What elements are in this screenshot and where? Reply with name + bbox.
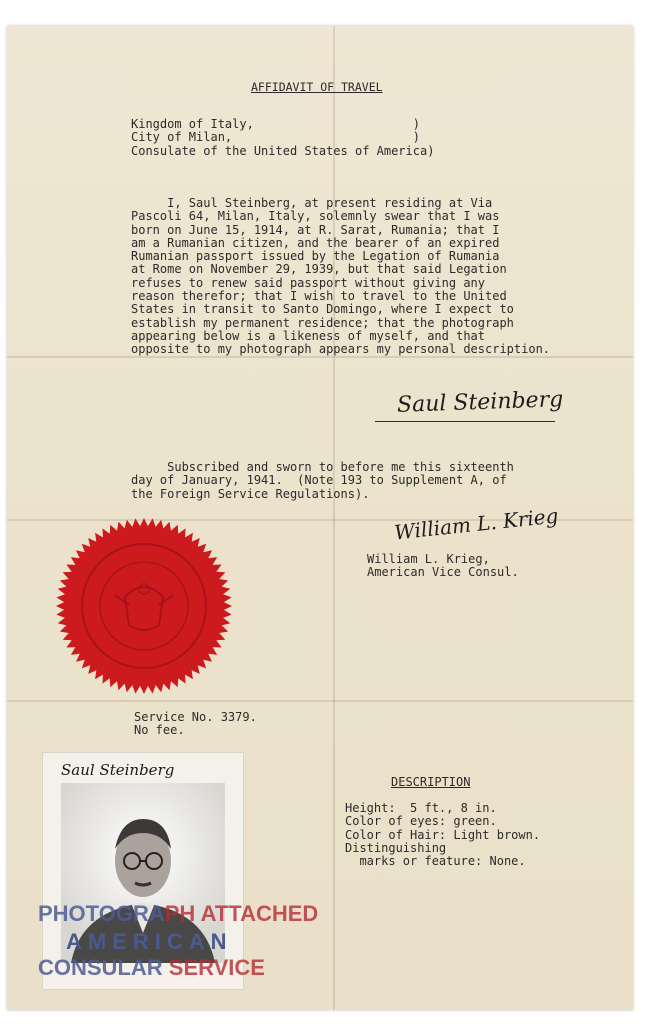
affiant-signature: Saul Steinberg xyxy=(396,387,564,418)
horizontal-fold xyxy=(7,700,633,702)
signature-line xyxy=(375,421,555,422)
stamp-line-3: CONSULAR SERVICE xyxy=(38,955,265,980)
venue-block: Kingdom of Italy, ) City of Milan, ) Consulate of the United States of America) xyxy=(131,117,435,158)
stamp-line-1: PHOTOGRAPH ATTACHED xyxy=(38,901,319,926)
photo-signature: Saul Steinberg xyxy=(61,761,175,779)
stamp-line-2: AMERICAN xyxy=(66,929,233,954)
sworn-statement: Subscribed and sworn to before me this sixteenth day of January, 1941. (Note 193 to Supplement A, of the Foreign Service Regulations). xyxy=(131,460,514,501)
affidavit-body: I, Saul Steinberg, at present residing at Via Pascoli 64, Milan, Italy, solemnly swear that I was born on June 15, 1914, at R. Sarat, Rumania; that I am a Rumanian citizen, and the bearer of an expired Rumanian passport issued by the Legation of Rumania at Rome on November 29, 1939, but that said Legation refuses to renew said passport without giving any reason therefor; that I wish to travel to the United States in transit to Santo Domingo, where I expect to establish my permanent residence; that the photograph appearing below is a likeness of myself, and that opposite to my photograph appears my personal description. xyxy=(131,196,551,357)
consul-name: William L. Krieg, American Vice Consul. xyxy=(367,552,519,580)
description-heading: DESCRIPTION xyxy=(391,775,471,789)
service-number: Service No. 3379. No fee. xyxy=(134,710,257,738)
document-title: AFFIDAVIT OF TRAVEL xyxy=(251,80,383,94)
consular-seal-icon xyxy=(55,517,233,695)
consul-signature: William L. Krieg xyxy=(393,503,560,545)
vertical-fold xyxy=(333,26,335,1010)
description-block: Height: 5 ft., 8 in. Color of eyes: green. Color of Hair: Light brown. Distinguishing marks or feature: None. xyxy=(345,801,541,869)
